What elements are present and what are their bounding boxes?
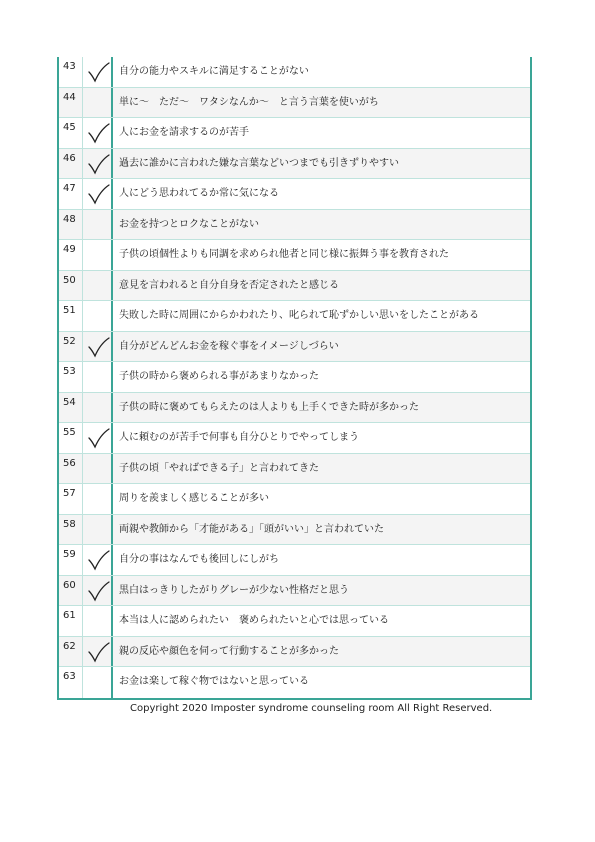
checklist-row	[59, 637, 530, 668]
check-cell[interactable]	[83, 332, 113, 362]
checklist-table	[57, 57, 532, 700]
item-number: 46	[59, 149, 83, 179]
item-text: 黒白はっきりしたがりグレーが少ない性格だと思う	[119, 584, 349, 596]
check-cell[interactable]	[83, 606, 113, 636]
check-cell[interactable]	[83, 301, 113, 331]
item-number: 61	[59, 606, 83, 636]
item-number: 49	[59, 240, 83, 270]
item-number: 43	[59, 57, 83, 87]
item-text: 子供の時に褒めてもらえたのは人よりも上手くできた時が多かった	[119, 401, 419, 413]
checkmark-icon	[87, 336, 111, 358]
item-text: 失敗した時に周囲にからかわれたり、叱られて恥ずかしい思いをしたことがある	[119, 310, 479, 321]
check-cell[interactable]	[83, 515, 113, 545]
item-number: 44	[59, 88, 83, 118]
item-number: 52	[59, 332, 83, 362]
checklist-row	[59, 423, 530, 454]
checkmark-icon	[87, 61, 111, 83]
check-cell[interactable]	[83, 179, 113, 209]
item-text: 本当は人に認められたい 褒められたいと心では思っている	[119, 615, 389, 626]
check-cell[interactable]	[83, 576, 113, 606]
check-cell[interactable]	[83, 271, 113, 301]
item-number: 60	[59, 576, 83, 606]
item-text: 子供の頃「やればできる子」と言われてきた	[119, 462, 319, 474]
item-number: 59	[59, 545, 83, 575]
check-cell[interactable]	[83, 423, 113, 453]
checklist-row	[59, 240, 530, 271]
item-text: 人にどう思われてるか常に気になる	[119, 188, 279, 199]
item-number: 63	[59, 667, 83, 698]
item-number: 48	[59, 210, 83, 240]
check-cell[interactable]	[83, 393, 113, 423]
checklist-row	[59, 484, 530, 515]
checklist-row	[59, 454, 530, 485]
check-cell[interactable]	[83, 210, 113, 240]
item-text: 親の反応や顔色を伺って行動することが多かった	[119, 645, 339, 657]
item-text: 両親や教師から「才能がある」「頭がいい」と言われていた	[119, 523, 384, 535]
item-text: 自分の能力やスキルに満足することがない	[119, 66, 309, 77]
check-cell[interactable]	[83, 57, 113, 87]
checklist-row	[59, 332, 530, 363]
checklist-row	[59, 301, 530, 332]
item-number: 53	[59, 362, 83, 392]
checklist-row	[59, 179, 530, 210]
check-cell[interactable]	[83, 240, 113, 270]
check-cell[interactable]	[83, 454, 113, 484]
checklist-row	[59, 88, 530, 119]
checklist-row	[59, 362, 530, 393]
copyright-footer: Copyright 2020 Imposter syndrome counseling room All Right Reserved.	[130, 703, 493, 714]
checkmark-icon	[87, 427, 111, 449]
item-number: 45	[59, 118, 83, 148]
check-cell[interactable]	[83, 484, 113, 514]
check-cell[interactable]	[83, 545, 113, 575]
item-text: 周りを羨ましく感じることが多い	[119, 493, 269, 504]
item-text: 人にお金を請求するのが苦手	[119, 127, 249, 138]
check-cell[interactable]	[83, 667, 113, 698]
item-number: 50	[59, 271, 83, 301]
check-cell[interactable]	[83, 637, 113, 667]
item-number: 62	[59, 637, 83, 667]
item-text: 単に～ ただ～ ワタシなんか～ と言う言葉を使いがち	[119, 96, 379, 108]
checklist-row	[59, 118, 530, 149]
item-text: 自分がどんどんお金を稼ぐ事をイメージしづらい	[119, 340, 339, 352]
check-cell[interactable]	[83, 149, 113, 179]
item-number: 47	[59, 179, 83, 209]
item-text: 子供の時から褒められる事があまりなかった	[119, 371, 319, 382]
checkmark-icon	[87, 580, 111, 602]
checklist-row	[59, 515, 530, 546]
checklist-row	[59, 210, 530, 241]
item-number: 57	[59, 484, 83, 514]
item-text: 意見を言われると自分自身を否定されたと感じる	[119, 279, 339, 291]
item-number: 54	[59, 393, 83, 423]
item-text: 自分の事はなんでも後回しにしがち	[119, 554, 279, 565]
checklist-row	[59, 576, 530, 607]
checklist-row	[59, 57, 530, 88]
checkmark-icon	[87, 153, 111, 175]
item-text: 人に頼むのが苦手で何事も自分ひとりでやってしまう	[119, 432, 359, 443]
item-text: お金を持つとロクなことがない	[119, 218, 259, 230]
check-cell[interactable]	[83, 362, 113, 392]
checklist-row	[59, 393, 530, 424]
checklist-row	[59, 545, 530, 576]
check-cell[interactable]	[83, 118, 113, 148]
checklist-row	[59, 271, 530, 302]
item-text: お金は楽して稼ぐ物ではないと思っている	[119, 676, 309, 687]
item-number: 56	[59, 454, 83, 484]
checklist-row	[59, 149, 530, 180]
item-number: 51	[59, 301, 83, 331]
checkmark-icon	[87, 183, 111, 205]
checklist-row	[59, 606, 530, 637]
item-text: 子供の頃個性よりも同調を求められ他者と同じ様に振舞う事を教育された	[119, 249, 449, 260]
item-number: 58	[59, 515, 83, 545]
item-text: 過去に誰かに言われた嫌な言葉などいつまでも引きずりやすい	[119, 157, 399, 169]
checkmark-icon	[87, 549, 111, 571]
checkmark-icon	[87, 122, 111, 144]
item-number: 55	[59, 423, 83, 453]
check-cell[interactable]	[83, 88, 113, 118]
checkmark-icon	[87, 641, 111, 663]
checklist-row	[59, 667, 530, 698]
